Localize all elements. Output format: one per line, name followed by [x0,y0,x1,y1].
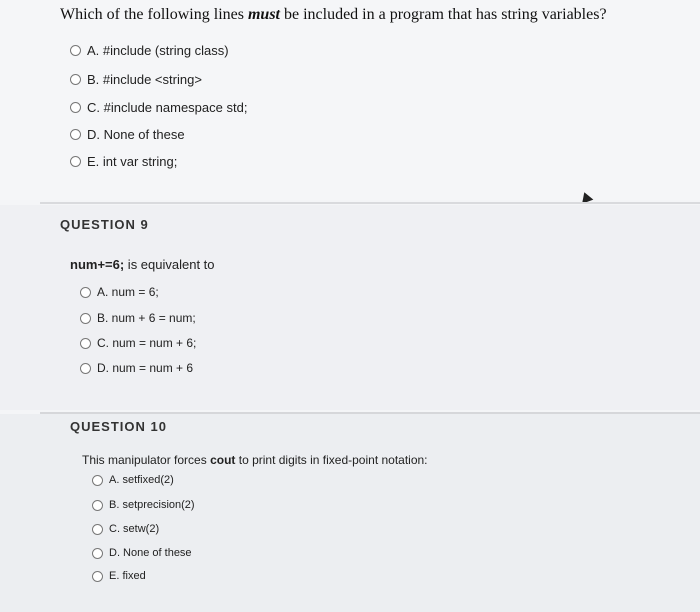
option-d[interactable] [92,547,192,559]
option-e[interactable] [70,154,177,169]
option-b[interactable] [80,311,196,325]
option-b[interactable] [92,499,195,511]
option-d[interactable] [80,361,193,375]
radio-button[interactable] [92,500,103,511]
option-a[interactable] [92,474,174,486]
divider [40,202,700,204]
stem-suffix: to print digits in fixed-point notation: [235,453,428,467]
option-label: E. fixed [109,570,146,582]
question-10-panel [0,414,700,612]
radio-button[interactable] [70,45,81,56]
option-label: B. setprecision(2) [109,499,195,511]
question-9-panel [0,205,700,410]
option-label: A. setfixed(2) [109,474,174,486]
option-label: D. None of these [87,127,185,142]
question-stem [70,257,215,272]
option-c[interactable] [92,523,159,535]
stem-bold: cout [210,453,236,467]
stem-emphasis: must [247,6,280,23]
option-a[interactable] [80,285,159,299]
radio-button[interactable] [92,571,103,582]
radio-button[interactable] [70,102,81,113]
option-c[interactable] [70,100,247,115]
radio-button[interactable] [92,524,103,535]
question-stem [82,453,428,467]
radio-button[interactable] [92,548,103,559]
radio-button[interactable] [70,129,81,140]
stem-rest: is equivalent to [124,257,215,272]
question-heading: QUESTION 10 [70,419,167,434]
option-a[interactable] [70,43,229,58]
option-label: D. None of these [109,547,192,559]
radio-button[interactable] [80,287,91,298]
option-label: C. num = num + 6; [97,336,197,350]
stem-code: num+=6; [70,257,125,272]
option-e[interactable] [92,570,146,582]
radio-button[interactable] [80,313,91,324]
radio-button[interactable] [92,475,103,486]
radio-button[interactable] [70,156,81,167]
stem-suffix: be included in a program that has string variables? [279,6,607,23]
radio-button[interactable] [80,338,91,349]
option-c[interactable] [80,336,196,350]
option-b[interactable] [70,72,202,87]
option-label: B. #include <string> [87,72,202,87]
option-label: C. #include namespace std; [87,100,248,115]
radio-button[interactable] [80,363,91,374]
radio-button[interactable] [70,74,81,85]
option-label: B. num + 6 = num; [97,311,196,325]
stem-prefix: This manipulator forces [82,453,211,467]
question-heading: QUESTION 9 [60,217,149,232]
question-8-panel [0,0,700,200]
option-label: E. int var string; [87,154,178,169]
question-stem [60,6,607,24]
option-label: C. setw(2) [109,523,160,535]
option-label: D. num = num + 6 [97,361,194,375]
option-label: A. num = 6; [97,285,159,299]
option-label: A. #include (string class) [87,43,229,58]
stem-prefix: Which of the following lines [60,6,248,23]
option-d[interactable] [70,127,185,142]
